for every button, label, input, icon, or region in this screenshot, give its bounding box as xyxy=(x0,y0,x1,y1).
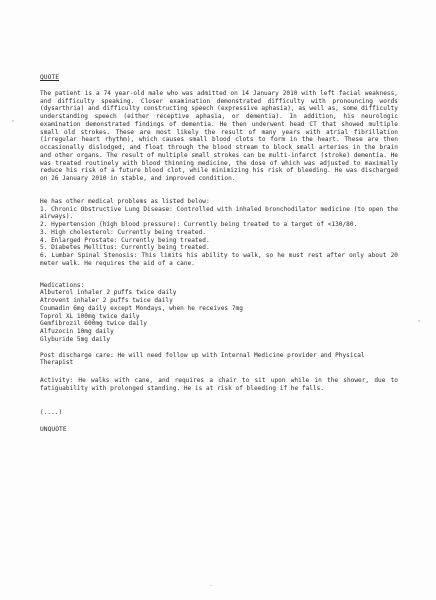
medication-item: Atrovent inhaler 2 puffs twice daily xyxy=(40,297,173,304)
medication-item: Glyburide 5mg daily xyxy=(40,335,111,343)
medication-item: Toprol XL 100mg twice daily xyxy=(40,312,140,320)
problem-item: 6. Lumbar Spinal Stenosis: This limits his ability to walk, so he must rest after only about 20 meter walk. He requires the aid of a cane. xyxy=(40,252,398,267)
problem-item: 5. Diabetes Mellitus: Currently being treated. xyxy=(40,244,210,252)
medication-item: Gemfibrozil 600mg twice daily xyxy=(40,320,147,328)
medications-heading: Medications: xyxy=(40,281,85,289)
post-discharge-care: Post discharge care: He will need follow up with Internal Medicine provider and Physical Therapist xyxy=(40,351,365,367)
problems-intro: He has other medical problems as listed below: xyxy=(40,197,210,205)
omission-marker: (....) xyxy=(40,408,63,416)
scan-speck xyxy=(210,585,212,586)
medications-list xyxy=(40,289,398,343)
problem-item: 1. Chronic Obstructive Lung Disease: Controlled with inhaled bronchodilator medicine (to open the airways). xyxy=(40,205,398,221)
problem-item: 4. Enlarged Prostate: Currently being treated. xyxy=(40,236,210,244)
problem-item: 3. High cholesterol: Currently being treated. xyxy=(40,228,206,236)
medication-item: Alfuzocin 10mg daily xyxy=(40,328,114,335)
activity-note: Activity: He walks with cane, and requires a chair to sit upon while in the shower, due to fatiguability with prolonged standing. He is at risk of bleeding if he falls. xyxy=(40,377,398,392)
medication-item: Albuterol inhaler 2 puffs twice daily xyxy=(40,289,177,297)
scan-speck xyxy=(418,320,420,322)
unquote-label: UNQUOTE xyxy=(40,426,67,434)
medication-item: Coumadin 6mg daily except Mondays, when he receives 7mg xyxy=(40,304,243,312)
scan-speck xyxy=(12,120,14,122)
summary-paragraph: The patient is a 74 year-old male who was admitted on 14 January 2010 with left facial weakness, and difficulty speaking. Closer examination demonstrated difficulty with pronouncing words (dysarthria) and difficulty constructing speech (expressive aphasia), as well as, some difficulty understanding speech (either receptive aphasia, or dementia). In addition, his neurologic examination demonstrated findings of dementia. He then underwent head CT that showed multiple small old strokes. These are most likely the result of many years with atrial fibrillation (irregular heart rhythm), which causes small blood clots to form in the heart. These are then occasionally dislodged, and float through the blood stream to block small arteries in the brain and other organs. The result of multiple small strokes can be multi-infarct (stroke) dementia. He was treated routinely with blood thinning medicine, the dose of which was adjusted to maximally reduce his risk of a future blood clot, while minimizing his risk of bleeding. He was discharged on 26 January 2010 in stable, and improved condition. xyxy=(40,89,398,182)
problems-list xyxy=(40,206,398,268)
quote-label: QUOTE xyxy=(40,74,60,81)
problem-item: 2. Hypertension (high blood pressure): Currently being treated to a target of <130/80. xyxy=(40,221,358,228)
